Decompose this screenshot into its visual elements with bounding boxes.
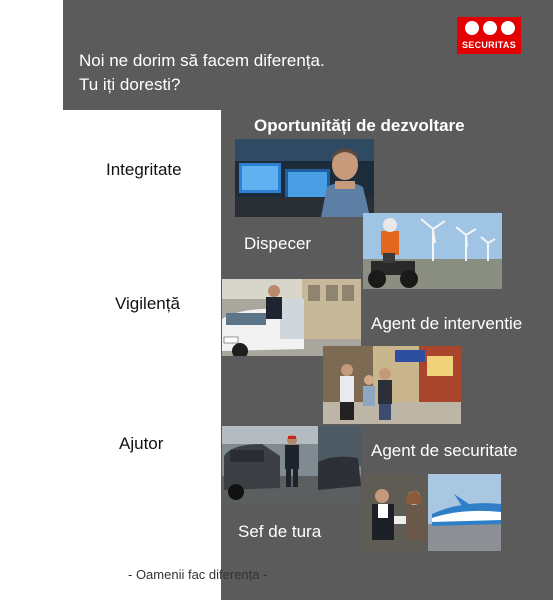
- logo-wordmark: SECURITAS: [461, 40, 517, 50]
- role-intervention-agent: Agent de interventie: [371, 314, 523, 333]
- securitas-logo: [457, 17, 521, 54]
- photo-wind-farm-guard: [363, 213, 502, 289]
- page-heading: Oportunități de dezvoltare: [254, 116, 465, 135]
- tagline-line-2: Tu iți doresti?: [79, 75, 181, 94]
- photo-patrol-car: [222, 279, 361, 356]
- role-security-agent: Agent de securitate: [371, 441, 518, 460]
- role-shift-supervisor: Sef de tura: [238, 522, 322, 541]
- tagline-line-1: Noi ne dorim să facem diferența.: [79, 51, 325, 70]
- footer-motto: - Oamenii fac diferența -: [128, 567, 268, 582]
- photo-airport-supervisor: [362, 474, 501, 551]
- photo-control-room: [235, 139, 374, 217]
- photo-traffic-officer: [222, 426, 361, 503]
- photo-street-patrol: [323, 346, 461, 424]
- logo-dots-icon: [465, 21, 515, 37]
- value-integrity: Integritate: [106, 160, 182, 179]
- value-help: Ajutor: [119, 434, 164, 453]
- banner-shadow: [63, 107, 221, 110]
- value-vigilance: Vigilență: [115, 294, 180, 313]
- role-dispatcher: Dispecer: [244, 234, 312, 253]
